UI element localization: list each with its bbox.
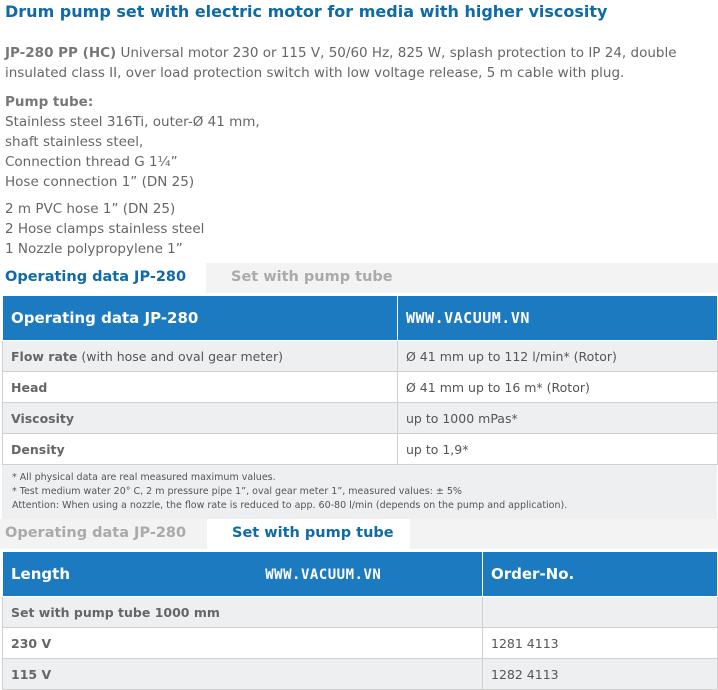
table-row xyxy=(3,597,718,628)
part-line: 1 Nozzle polypropylene 1” xyxy=(5,241,183,257)
pump-tube-line: shaft stainless steel, xyxy=(5,134,144,150)
order-number: 1281 4113 xyxy=(483,628,718,659)
pump-tube-line: Stainless steel 316Ti, outer-Ø 41 mm, xyxy=(5,114,260,130)
table-header-row xyxy=(3,296,718,341)
table-row xyxy=(3,372,718,403)
row-label: Density xyxy=(3,434,398,465)
model-name: JP-280 PP (HC) xyxy=(5,45,117,61)
set-order-table xyxy=(2,551,718,690)
tab-bar-operating xyxy=(0,263,718,293)
row-value: up to 1000 mPas* xyxy=(398,403,718,434)
pump-tube-line: Hose connection 1” (DN 25) xyxy=(5,174,195,190)
watermark: WWW.VACUUM.VN xyxy=(265,567,382,583)
row-label: Viscosity xyxy=(3,403,398,434)
row-label: 230 V xyxy=(3,628,483,659)
footnote: * All physical data are real measured maximum values. xyxy=(12,472,276,483)
footnote: Attention: When using a nozzle, the flow rate is reduced to app. 60-80 l/min (depends on the pump and application). xyxy=(12,500,568,511)
operating-data-header: Operating data JP-280 xyxy=(3,296,398,341)
row-value xyxy=(483,597,718,628)
part-line: 2 Hose clamps stainless steel xyxy=(5,221,205,237)
table-row xyxy=(3,434,718,465)
operating-data-table xyxy=(2,295,718,465)
table-row xyxy=(3,403,718,434)
pump-tube-heading: Pump tube: xyxy=(5,94,94,110)
footnotes xyxy=(2,465,717,522)
tab-set-with-pump-tube[interactable]: Set with pump tube xyxy=(207,519,410,549)
tab-bar-set xyxy=(0,519,718,549)
order-no-header: Order-No. xyxy=(483,552,718,597)
part-line: 2 m PVC hose 1” (DN 25) xyxy=(5,201,176,217)
row-value: up to 1,9* xyxy=(398,434,718,465)
footnote: * Test medium water 20° C, 2 m pressure pipe 1”, oval gear meter 1”, measured values: ± 5% xyxy=(12,486,462,497)
included-parts xyxy=(5,199,204,259)
row-label: Flow rate (with hose and oval gear meter) xyxy=(3,341,398,372)
page-title: Drum pump set with electric motor for media with higher viscosity xyxy=(5,2,608,21)
table-header-row xyxy=(3,552,718,597)
watermark: WWW.VACUUM.VN xyxy=(398,296,718,341)
row-label: Set with pump tube 1000 mm xyxy=(3,597,483,628)
length-header: Length WWW.VACUUM.VN xyxy=(3,552,483,597)
description-text: Universal motor 230 or 115 V, 50/60 Hz, 825 W, splash protection to IP 24, double insulated class II, over load protection switch with low voltage release, 5 m cable with plug. xyxy=(5,45,677,81)
row-label: 115 V xyxy=(3,659,483,690)
tab-operating-data[interactable]: Operating data JP-280 xyxy=(0,263,206,293)
pump-tube-spec xyxy=(5,92,260,192)
row-value: Ø 41 mm up to 112 l/min* (Rotor) xyxy=(398,341,718,372)
table-row xyxy=(3,341,718,372)
order-number: 1282 4113 xyxy=(483,659,718,690)
table-row xyxy=(3,659,718,690)
tab-set-with-pump-tube[interactable]: Set with pump tube xyxy=(231,269,393,285)
row-value: Ø 41 mm up to 16 m* (Rotor) xyxy=(398,372,718,403)
product-description xyxy=(5,43,717,83)
row-label: Head xyxy=(3,372,398,403)
pump-tube-line: Connection thread G 1¼” xyxy=(5,154,178,170)
table-row xyxy=(3,628,718,659)
tab-operating-data[interactable]: Operating data JP-280 xyxy=(5,525,187,541)
